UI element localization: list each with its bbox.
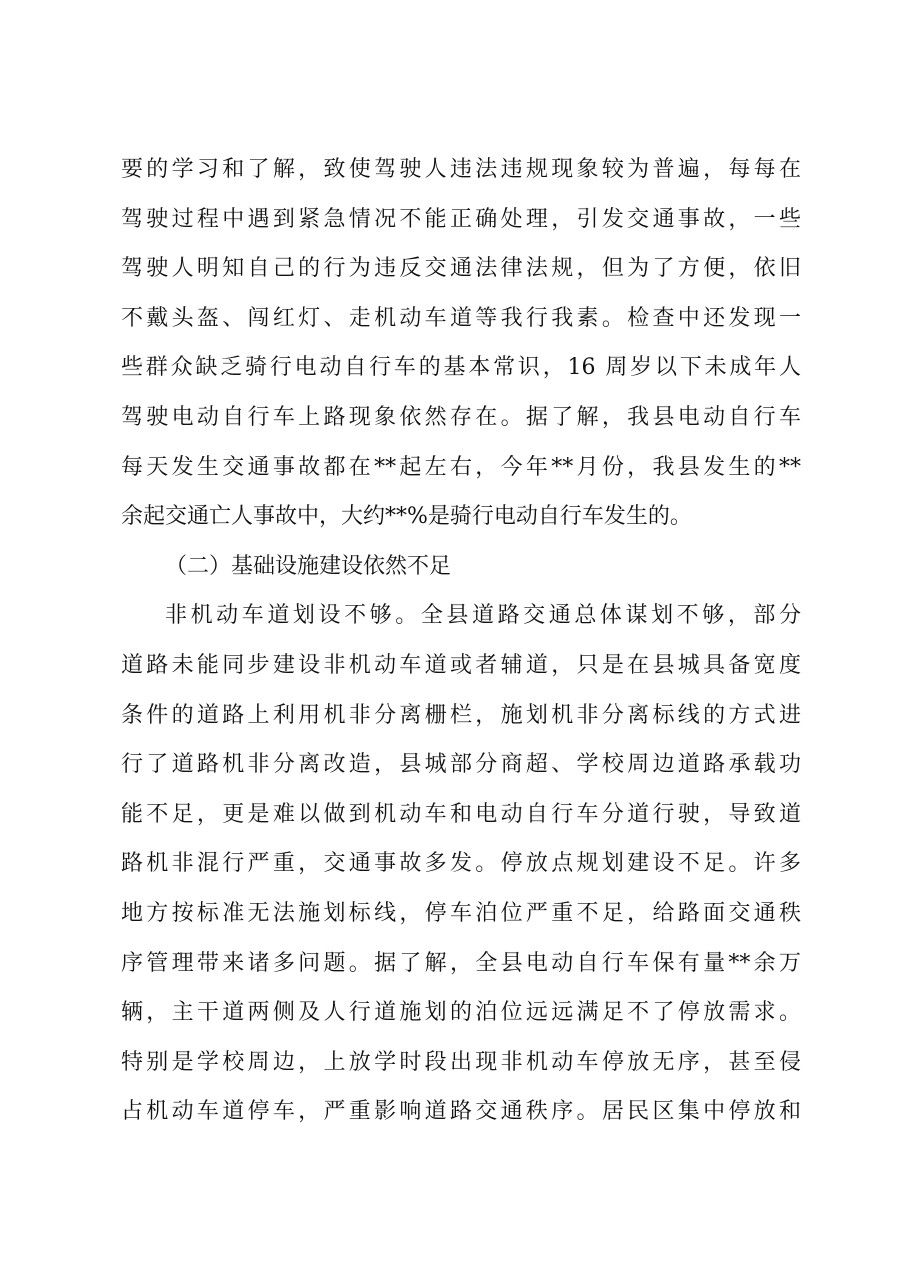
text-line: 要的学习和了解，致使驾驶人违法违规现象较为普遍，每每在	[121, 157, 801, 182]
text-line: 行了道路机非分离改造，县城部分商超、学校周边道路承载功	[121, 752, 801, 778]
text-line: 特别是学校周边，上放学时段出现非机动车停放无序，甚至侵	[121, 1049, 801, 1075]
text-line: 驾驶过程中遇到紧急情况不能正确处理，引发交通事故，一些	[121, 206, 801, 232]
text-line: 余起交通亡人事故中，大约**%是骑行电动自行车发生的。	[121, 504, 692, 530]
text-line: 序管理带来诸多问题。据了解，全县电动自行车保有量**余万	[121, 950, 801, 976]
text-line: 每天发生交通事故都在**起左右，今年**月份，我县发生的**	[121, 454, 801, 480]
text-line: 道路未能同步建设非机动车道或者辅道，只是在县城具备宽度	[121, 652, 801, 678]
text-line: 非机动车道划设不够。全县道路交通总体谋划不够，部分	[165, 603, 801, 629]
text-line: 驾驶人明知自己的行为违反交通法律法规，但为了方便，依旧	[121, 256, 801, 282]
text-line: 不戴头盔、闯红灯、走机动车道等我行我素。检查中还发现一	[121, 305, 801, 331]
text-line: 能不足，更是难以做到机动车和电动自行车分道行驶，导致道	[121, 801, 801, 827]
text-line: 辆，主干道两侧及人行道施划的泊位远远满足不了停放需求。	[121, 1000, 801, 1026]
text-line: 些群众缺乏骑行电动自行车的基本常识，16 周岁以下未成年人	[121, 355, 801, 381]
body-text	[121, 145, 801, 1137]
text-line: 地方按标准无法施划标线，停车泊位严重不足，给路面交通秩	[121, 900, 801, 926]
text-line: 路机非混行严重，交通事故多发。停放点规划建设不足。许多	[121, 851, 801, 877]
section-heading: （二）基础设施建设依然不足	[165, 553, 452, 579]
text-line: 条件的道路上利用机非分离栅栏，施划机非分离标线的方式进	[121, 702, 801, 728]
text-line: 驾驶电动自行车上路现象依然存在。据了解，我县电动自行车	[121, 404, 801, 430]
text-line: 占机动车道停车，严重影响道路交通秩序。居民区集中停放和	[121, 1099, 801, 1125]
